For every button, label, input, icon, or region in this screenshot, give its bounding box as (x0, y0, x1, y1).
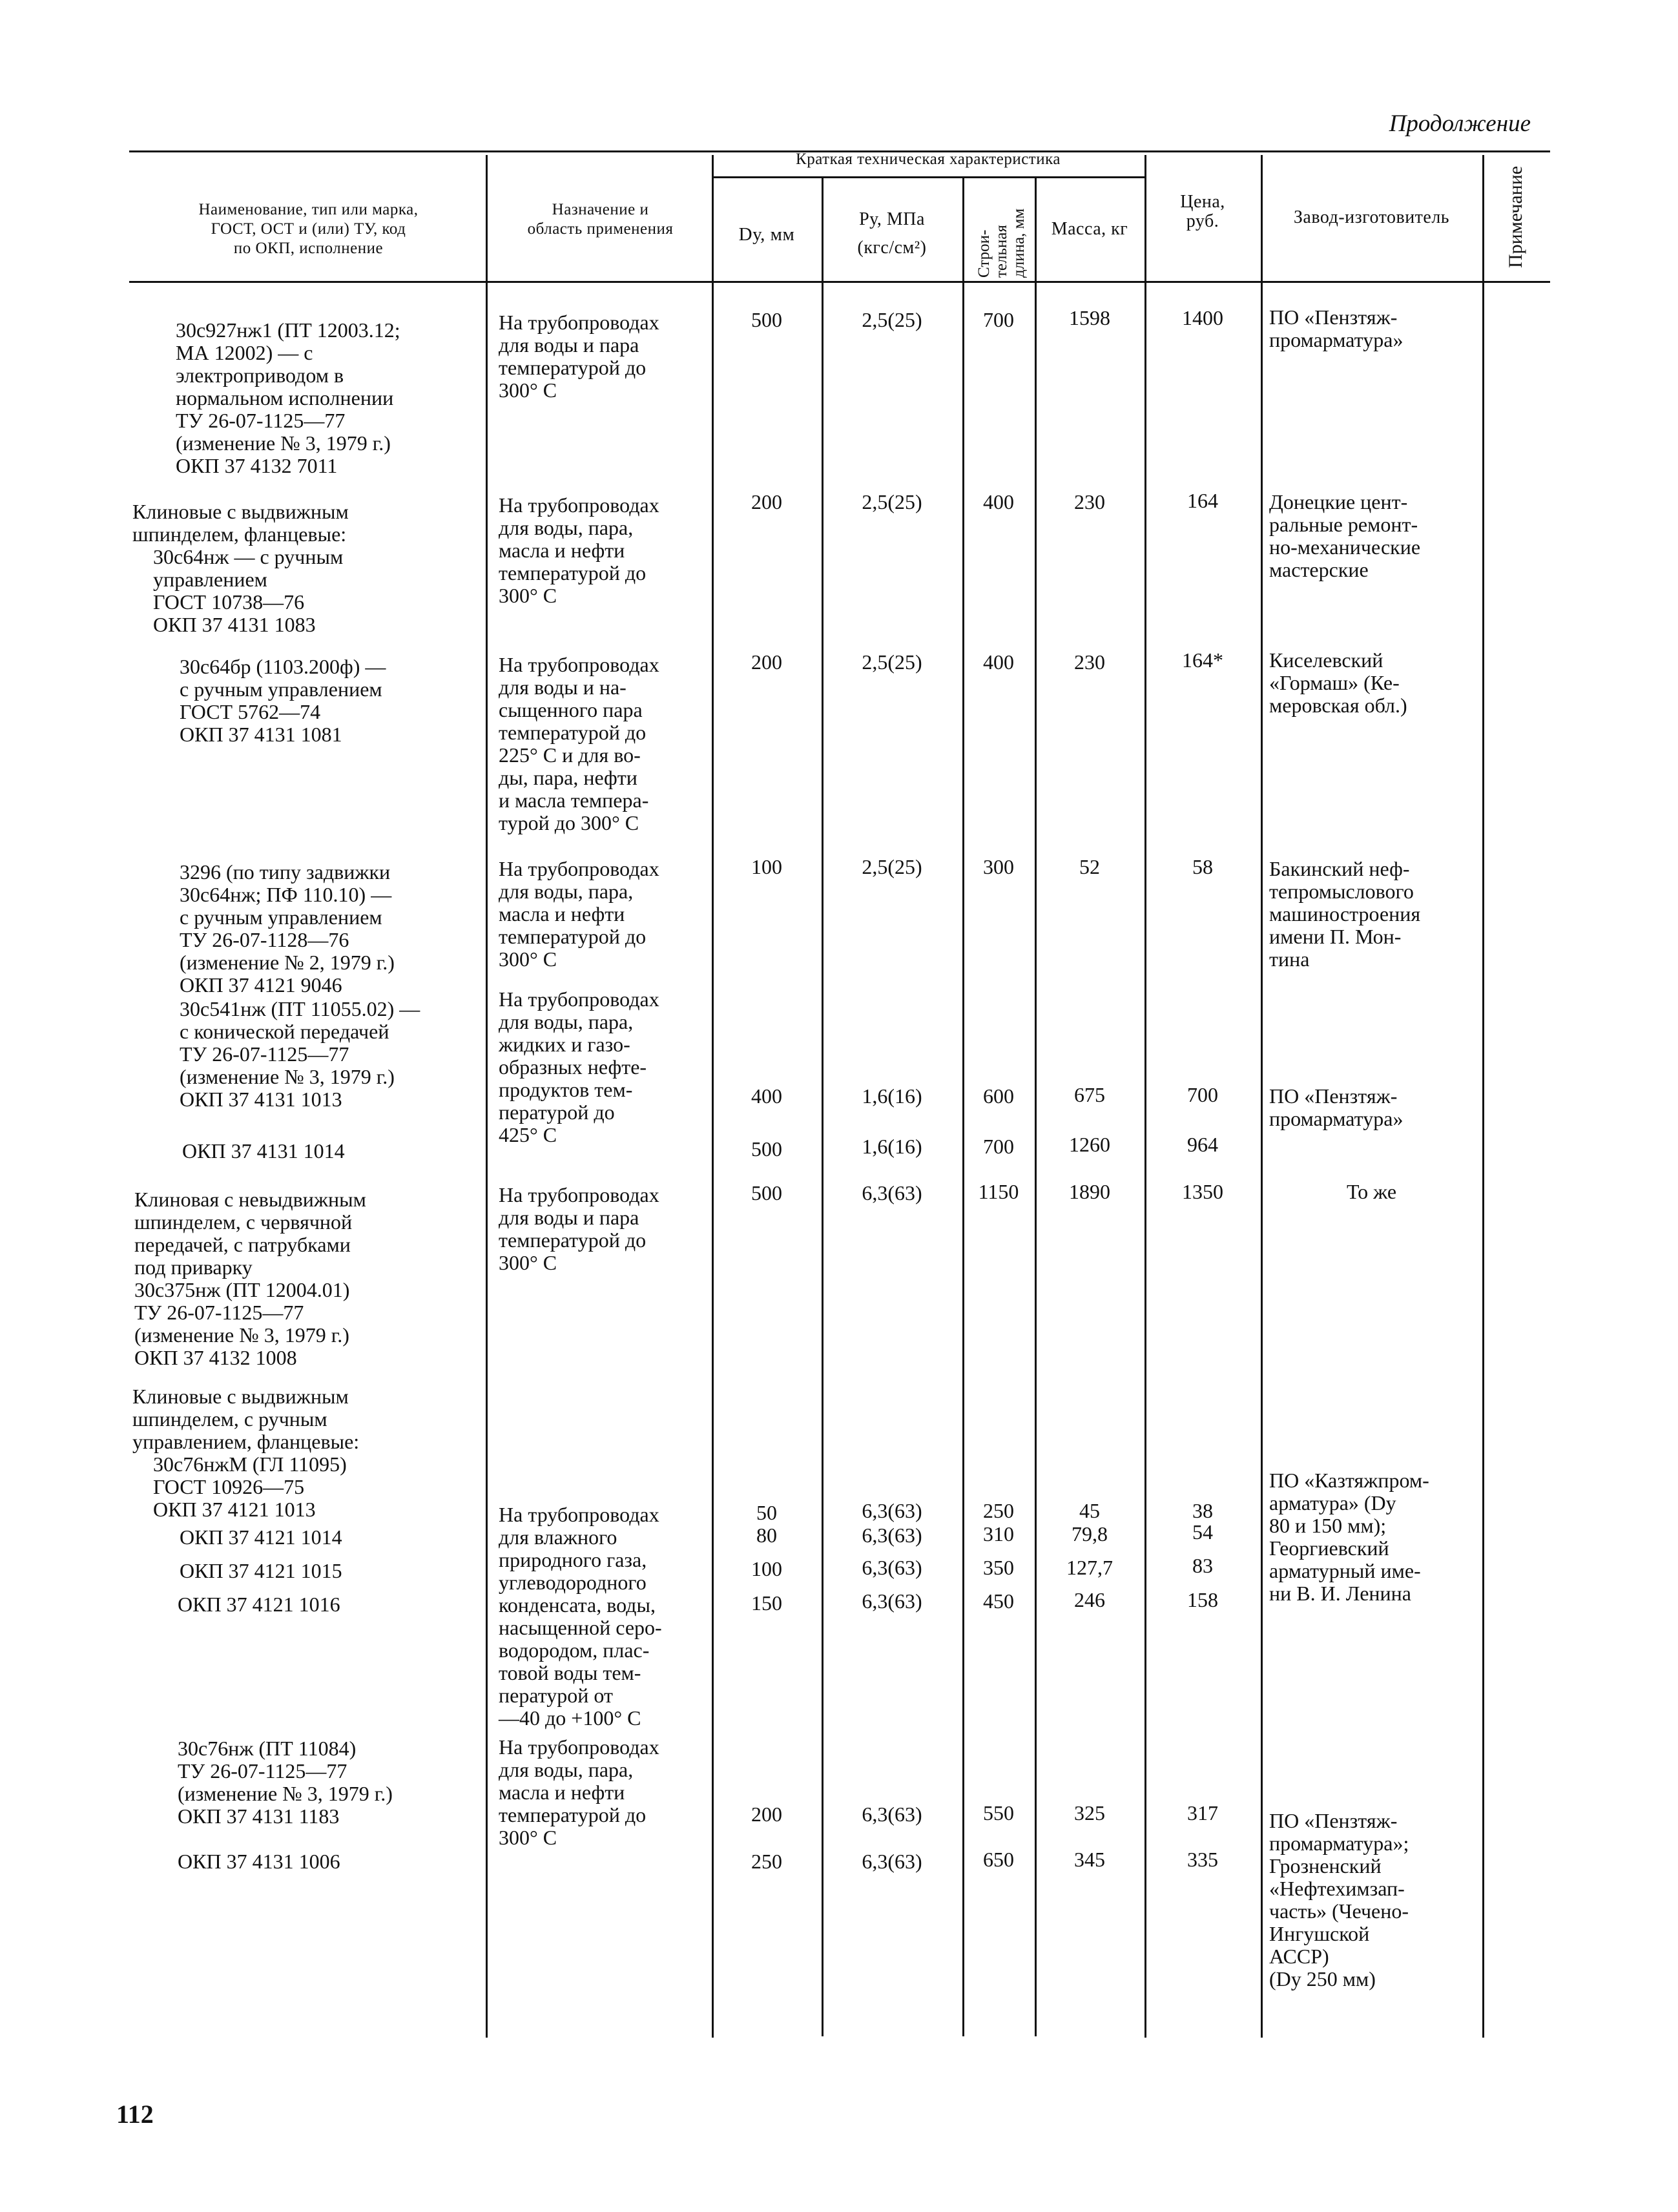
header-py: Pу, МПа (кгс/см²) (857, 209, 927, 258)
row-10-mass: 246 (1074, 1588, 1105, 1611)
row-7-name: Клиновые с выдвижным шпинделем, с ручным управлением, фланцевые: 30с76нжМ (ГЛ 11095) ГОСТ 10926—75 ОКП 37 4121 1013 (132, 1385, 360, 1521)
row-10-py: 6,3(63) (862, 1589, 922, 1613)
row-1-name: Клиновые с выдвижным шпинделем, фланцевые: 30с64нж — с ручным управлением ГОСТ 10738—76 ОКП 37 4131 1083 (132, 500, 349, 636)
header-purpose: Назначение и область применения (527, 201, 674, 238)
row-2-mass: 230 (1074, 650, 1105, 674)
row-0-name: 30с927нж1 (ПТ 12003.12; МА 12002) — с электроприводом в нормальном исполнении ТУ 26-07-1125—77 (изменение № 3, 1979 г.) ОКП 37 4132 7011 (176, 318, 400, 477)
row-3-py: 2,5(25) (862, 855, 922, 878)
row-4-py: 1,6(16) (862, 1084, 922, 1108)
row-4-length: 600 (983, 1084, 1014, 1108)
header-tech-group: Краткая техническая характеристика (796, 150, 1061, 168)
row-6-length: 1150 (978, 1180, 1019, 1203)
row-6-mass: 1890 (1069, 1180, 1110, 1203)
row-0-purpose: На трубопроводах для воды и пара температурой до 300° С (499, 311, 659, 402)
row-9-dy: 100 (751, 1557, 782, 1580)
row-2-dy: 200 (751, 650, 782, 674)
row-4-price: 700 (1187, 1083, 1218, 1106)
row-2-length: 400 (983, 650, 1014, 674)
col-divider-1 (486, 155, 488, 2038)
row-11-purpose: На трубопроводах для воды, пара, масла и нефти температурой до 300° С (499, 1735, 659, 1849)
row-8-name: ОКП 37 4121 1014 (180, 1525, 342, 1549)
row-7-maker: ПО «Казтяжпром- арматура» (Dу 80 и 150 мм); Георгиевский арматурный име- ни В. И. Ленина (1269, 1469, 1429, 1605)
row-0-mass: 1598 (1069, 306, 1110, 329)
row-7-purpose: На трубопроводах для влажного природного газа, углеводородного конденсата, воды, насыщенной серо- водородом, плас- товой воды тем- пературой от —40 до +100° С (499, 1503, 662, 1730)
row-9-py: 6,3(63) (862, 1556, 922, 1579)
row-5-length: 700 (983, 1135, 1014, 1158)
row-1-price: 164 (1187, 489, 1218, 512)
row-5-price: 964 (1187, 1133, 1218, 1156)
row-8-dy: 80 (756, 1524, 777, 1547)
row-1-dy: 200 (751, 490, 782, 513)
header-name: Наименование, тип или марка, ГОСТ, ОСТ и (или) ТУ, код по ОКП, исполнение (198, 201, 419, 257)
col-divider-8 (1482, 155, 1484, 2038)
row-3-price: 58 (1192, 855, 1213, 878)
row-1-maker: Донецкие цент- ральные ремонт- но-механические мастерские (1269, 490, 1421, 581)
row-4-purpose: На трубопроводах для воды, пара, жидких и газо- образных нефте- продуктов тем- пературой до 425° С (499, 987, 659, 1146)
row-7-price: 38 (1192, 1499, 1213, 1522)
row-9-name: ОКП 37 4121 1015 (180, 1559, 342, 1582)
row-10-dy: 150 (751, 1591, 782, 1615)
row-8-price: 54 (1192, 1520, 1213, 1544)
row-1-py: 2,5(25) (862, 490, 922, 513)
row-2-py: 2,5(25) (862, 650, 922, 674)
row-1-mass: 230 (1074, 490, 1105, 513)
row-3-dy: 100 (751, 855, 782, 878)
row-10-name: ОКП 37 4121 1016 (178, 1593, 340, 1616)
tech-group-rule (712, 176, 1145, 178)
row-1-length: 400 (983, 490, 1014, 513)
row-11-dy: 200 (751, 1803, 782, 1826)
row-8-length: 310 (983, 1522, 1014, 1545)
row-11-price: 317 (1187, 1801, 1218, 1824)
row-11-name: 30с76нж (ПТ 11084) ТУ 26-07-1125—77 (изменение № 3, 1979 г.) ОКП 37 4131 1183 (178, 1737, 393, 1828)
row-12-length: 650 (983, 1848, 1014, 1871)
row-6-purpose: На трубопроводах для воды и пара температурой до 300° С (499, 1183, 659, 1274)
row-5-name: ОКП 37 4131 1014 (182, 1139, 345, 1163)
row-6-dy: 500 (751, 1181, 782, 1204)
row-1-purpose: На трубопроводах для воды, пара, масла и нефти температурой до 300° С (499, 493, 659, 607)
row-4-maker: ПО «Пензтяж- промарматура» (1269, 1084, 1404, 1130)
row-5-mass: 1260 (1069, 1133, 1110, 1156)
row-12-price: 335 (1187, 1848, 1218, 1871)
row-3-purpose: На трубопроводах для воды, пара, масла и нефти температурой до 300° С (499, 857, 659, 971)
row-9-length: 350 (983, 1556, 1014, 1579)
row-4-mass: 675 (1074, 1083, 1105, 1106)
page-number: 112 (116, 2100, 154, 2129)
col-divider-7 (1261, 155, 1263, 2038)
header-note: Примечание (1505, 165, 1526, 268)
header-dy: Dу, мм (738, 224, 795, 245)
row-4-name: 30с541нж (ПТ 11055.02) — с конической передачей ТУ 26-07-1125—77 (изменение № 3, 1979 г.) ОКП 37 4131 1013 (180, 997, 420, 1111)
row-12-py: 6,3(63) (862, 1850, 922, 1873)
header-maker: Завод-изготовитель (1293, 207, 1450, 227)
row-11-length: 550 (983, 1801, 1014, 1824)
row-12-name: ОКП 37 4131 1006 (178, 1850, 340, 1873)
row-11-py: 6,3(63) (862, 1803, 922, 1826)
row-0-price: 1400 (1182, 306, 1223, 329)
row-5-py: 1,6(16) (862, 1135, 922, 1158)
row-6-py: 6,3(63) (862, 1181, 922, 1204)
row-6-maker: То же (1346, 1180, 1397, 1203)
row-3-name: 3296 (по типу задвижки 30с64нж; ПФ 110.10) — с ручным управлением ТУ 26-07-1128—76 (изменение № 2, 1979 г.) ОКП 37 4121 9046 (180, 860, 395, 997)
row-2-purpose: На трубопроводах для воды и на- сыщенного пара температурой до 225° С и для во- ды, пара, нефти и масла темпера- турой до 300° С (499, 653, 659, 834)
row-8-py: 6,3(63) (862, 1524, 922, 1547)
row-10-length: 450 (983, 1589, 1014, 1613)
row-9-mass: 127,7 (1066, 1556, 1113, 1579)
row-7-py: 6,3(63) (862, 1499, 922, 1522)
row-11-maker: ПО «Пензтяж- промарматура»; Грозненский «Нефтехимзап- часть» (Чечено- Ингушской АССР) (Dу 250 мм) (1269, 1809, 1409, 1990)
row-7-length: 250 (983, 1499, 1014, 1522)
row-5-dy: 500 (751, 1137, 782, 1161)
row-0-maker: ПО «Пензтяж- промарматура» (1269, 305, 1404, 351)
row-2-name: 30с64бр (1103.200ф) — с ручным управлением ГОСТ 5762—74 ОКП 37 4131 1081 (180, 655, 386, 746)
row-12-dy: 250 (751, 1850, 782, 1873)
row-2-maker: Киселевский «Гормаш» (Ке- меровская обл.) (1269, 648, 1407, 717)
row-8-mass: 79,8 (1072, 1522, 1108, 1545)
row-2-price: 164* (1182, 648, 1223, 672)
row-12-mass: 345 (1074, 1848, 1105, 1871)
header-mass: Масса, кг (1051, 219, 1128, 239)
header-bottom-rule (129, 281, 1550, 283)
row-6-name: Клиновая с невыдвижным шпинделем, с червячной передачей, с патрубками под приварку 30с375нж (ПТ 12004.01) ТУ 26-07-1125—77 (изменение № 3, 1979 г.) ОКП 37 4132 1008 (134, 1188, 366, 1369)
row-3-length: 300 (983, 855, 1014, 878)
header-price: Цена, руб. (1180, 192, 1225, 231)
row-0-py: 2,5(25) (862, 308, 922, 331)
row-11-mass: 325 (1074, 1801, 1105, 1824)
row-7-dy: 50 (756, 1501, 777, 1524)
col-divider-5 (1035, 176, 1037, 2036)
row-7-mass: 45 (1079, 1499, 1100, 1522)
row-6-price: 1350 (1182, 1180, 1223, 1203)
continuation-label: Продолжение (1389, 110, 1531, 137)
header-length: Строи- тельная длина, мм (975, 208, 1028, 278)
row-10-price: 158 (1187, 1588, 1218, 1611)
row-0-dy: 500 (751, 308, 782, 331)
row-3-mass: 52 (1079, 855, 1100, 878)
row-0-length: 700 (983, 308, 1014, 331)
row-4-dy: 400 (751, 1084, 782, 1108)
row-3-maker: Бакинский неф- тепромыслового машиностроения имени П. Мон- тина (1269, 857, 1421, 971)
row-9-price: 83 (1192, 1554, 1213, 1577)
